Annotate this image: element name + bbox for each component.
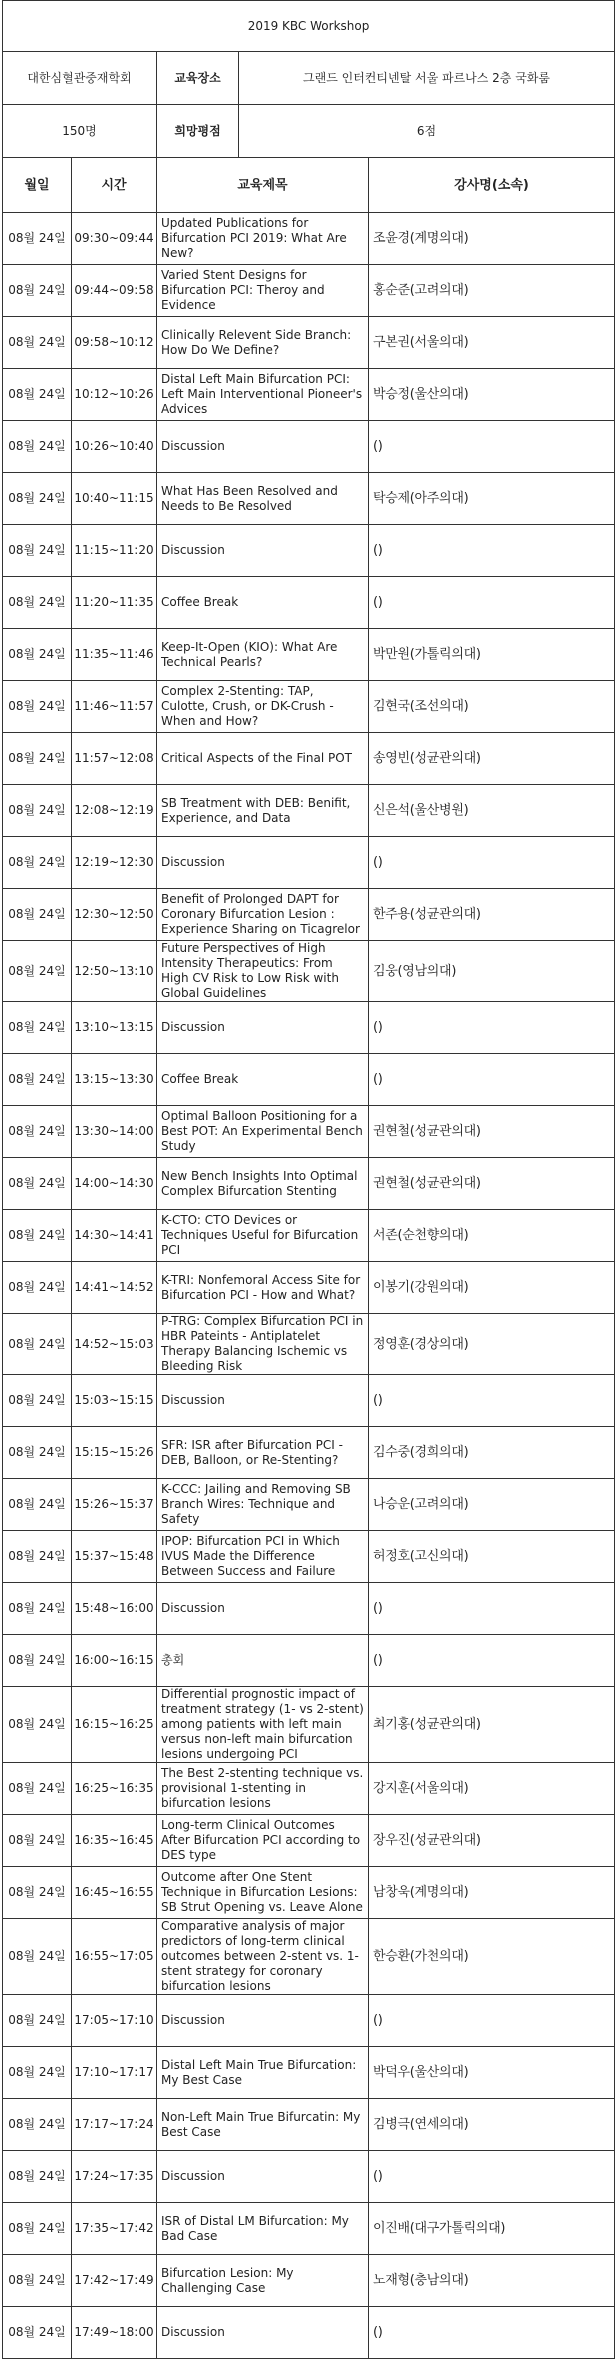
- session-time: 09:58~10:12: [72, 317, 157, 369]
- session-speaker: (): [369, 2151, 615, 2203]
- table-row: [3, 1995, 615, 2047]
- session-title: Discussion: [157, 525, 369, 577]
- table-row: [3, 2203, 615, 2255]
- session-time: 17:17~17:24: [72, 2099, 157, 2151]
- table-row: [3, 1531, 615, 1583]
- session-date: 08월 24일: [3, 2099, 72, 2151]
- session-date: 08월 24일: [3, 2151, 72, 2203]
- session-time: 15:26~15:37: [72, 1479, 157, 1531]
- session-speaker: (): [369, 1375, 615, 1427]
- column-header-title: 교육제목: [157, 158, 369, 213]
- schedule-table: [2, 0, 615, 2359]
- session-speaker: 김웅(영남의대): [369, 941, 615, 1002]
- table-row: [3, 1763, 615, 1815]
- session-date: 08월 24일: [3, 889, 72, 941]
- table-row: [3, 1210, 615, 1262]
- session-title: Long-term Clinical Outcomes After Bifurcation PCI according to DES type: [157, 1815, 369, 1867]
- table-row: [3, 629, 615, 681]
- session-time: 16:25~16:35: [72, 1763, 157, 1815]
- session-speaker: (): [369, 421, 615, 473]
- session-time: 16:00~16:15: [72, 1635, 157, 1687]
- session-speaker: 권현철(성균관의대): [369, 1158, 615, 1210]
- session-time: 17:42~17:49: [72, 2255, 157, 2307]
- table-row: [3, 213, 615, 265]
- session-title: SFR: ISR after Bifurcation PCI - DEB, Balloon, or Re-Stenting?: [157, 1427, 369, 1479]
- session-title: P-TRG: Complex Bifurcation PCI in HBR Pateints - Antiplatelet Therapy Balancing Ischemic vs Bleeding Risk: [157, 1314, 369, 1375]
- session-title: Future Perspectives of High Intensity Therapeutics: From High CV Risk to Low Risk with Global Guidelines: [157, 941, 369, 1002]
- session-date: 08월 24일: [3, 577, 72, 629]
- session-title: The Best 2-stenting technique vs. provisional 1-stenting in bifurcation lesions: [157, 1763, 369, 1815]
- session-time: 16:15~16:25: [72, 1687, 157, 1763]
- session-time: 15:37~15:48: [72, 1531, 157, 1583]
- session-title: Distal Left Main True Bifurcation: My Best Case: [157, 2047, 369, 2099]
- session-speaker: 박만원(가톨릭의대): [369, 629, 615, 681]
- session-speaker: 노재형(충남의대): [369, 2255, 615, 2307]
- session-speaker: (): [369, 2307, 615, 2359]
- table-row: [3, 525, 615, 577]
- session-time: 16:35~16:45: [72, 1815, 157, 1867]
- table-row: [3, 317, 615, 369]
- session-date: 08월 24일: [3, 525, 72, 577]
- session-title: Discussion: [157, 1002, 369, 1054]
- session-time: 17:35~17:42: [72, 2203, 157, 2255]
- session-title: Coffee Break: [157, 577, 369, 629]
- session-speaker: 이진배(대구가톨릭의대): [369, 2203, 615, 2255]
- session-time: 17:24~17:35: [72, 2151, 157, 2203]
- session-title: New Bench Insights Into Optimal Complex Bifurcation Stenting: [157, 1158, 369, 1210]
- session-time: 16:45~16:55: [72, 1867, 157, 1919]
- session-date: 08월 24일: [3, 941, 72, 1002]
- session-date: 08월 24일: [3, 473, 72, 525]
- session-speaker: 권현철(성균관의대): [369, 1106, 615, 1158]
- table-row: [3, 1314, 615, 1375]
- session-speaker: 한승환(가천의대): [369, 1919, 615, 1995]
- session-date: 08월 24일: [3, 2255, 72, 2307]
- session-speaker: 조윤경(계명의대): [369, 213, 615, 265]
- table-row: [3, 1262, 615, 1314]
- session-speaker: 김병극(연세의대): [369, 2099, 615, 2151]
- session-date: 08월 24일: [3, 1314, 72, 1375]
- session-title: Updated Publications for Bifurcation PCI 2019: What Are New?: [157, 213, 369, 265]
- session-speaker: (): [369, 837, 615, 889]
- session-speaker: 김현국(조선의대): [369, 681, 615, 733]
- table-row: [3, 1687, 615, 1763]
- table-row: [3, 473, 615, 525]
- session-time: 09:30~09:44: [72, 213, 157, 265]
- table-row: [3, 2151, 615, 2203]
- session-time: 12:50~13:10: [72, 941, 157, 1002]
- session-date: 08월 24일: [3, 1583, 72, 1635]
- table-row: [3, 1427, 615, 1479]
- session-speaker: (): [369, 577, 615, 629]
- session-date: 08월 24일: [3, 1763, 72, 1815]
- session-time: 12:30~12:50: [72, 889, 157, 941]
- column-header-row: [3, 158, 615, 213]
- session-title: Discussion: [157, 1375, 369, 1427]
- session-date: 08월 24일: [3, 837, 72, 889]
- session-date: 08월 24일: [3, 2047, 72, 2099]
- session-time: 11:57~12:08: [72, 733, 157, 785]
- session-date: 08월 24일: [3, 1002, 72, 1054]
- title-row: [3, 1, 615, 52]
- session-date: 08월 24일: [3, 1531, 72, 1583]
- session-title: Benefit of Prolonged DAPT for Coronary Bifurcation Lesion : Experience Sharing on Ticagrelor: [157, 889, 369, 941]
- session-title: Varied Stent Designs for Bifurcation PCI: Theroy and Evidence: [157, 265, 369, 317]
- session-title: Critical Aspects of the Final POT: [157, 733, 369, 785]
- table-row: [3, 1002, 615, 1054]
- session-speaker: (): [369, 1583, 615, 1635]
- session-speaker: 장우진(성균관의대): [369, 1815, 615, 1867]
- session-date: 08월 24일: [3, 317, 72, 369]
- venue: 그랜드 인터컨티넨탈 서울 파르나스 2층 국화룸: [239, 52, 615, 105]
- rating: 6점: [239, 105, 615, 158]
- session-title: IPOP: Bifurcation PCI in Which IVUS Made the Difference Between Success and Failure: [157, 1531, 369, 1583]
- session-date: 08월 24일: [3, 2203, 72, 2255]
- session-date: 08월 24일: [3, 1210, 72, 1262]
- table-row: [3, 2307, 615, 2359]
- table-row: [3, 1919, 615, 1995]
- session-time: 11:15~11:20: [72, 525, 157, 577]
- session-time: 11:35~11:46: [72, 629, 157, 681]
- session-time: 10:12~10:26: [72, 369, 157, 421]
- session-date: 08월 24일: [3, 369, 72, 421]
- table-row: [3, 1054, 615, 1106]
- session-speaker: 허정호(고신의대): [369, 1531, 615, 1583]
- session-title: Complex 2-Stenting: TAP, Culotte, Crush, or DK-Crush - When and How?: [157, 681, 369, 733]
- session-title: 총회: [157, 1635, 369, 1687]
- table-row: [3, 1158, 615, 1210]
- session-time: 14:41~14:52: [72, 1262, 157, 1314]
- table-row: [3, 837, 615, 889]
- session-title: ISR of Distal LM Bifurcation: My Bad Case: [157, 2203, 369, 2255]
- session-title: Clinically Relevent Side Branch: How Do We Define?: [157, 317, 369, 369]
- venue-label: 교육장소: [157, 52, 239, 105]
- session-title: Outcome after One Stent Technique in Bifurcation Lesions: SB Strut Opening vs. Leave Alone: [157, 1867, 369, 1919]
- table-row: [3, 577, 615, 629]
- table-row: [3, 1479, 615, 1531]
- table-row: [3, 2047, 615, 2099]
- table-row: [3, 1867, 615, 1919]
- session-speaker: 나승운(고려의대): [369, 1479, 615, 1531]
- session-date: 08월 24일: [3, 1427, 72, 1479]
- session-time: 17:49~18:00: [72, 2307, 157, 2359]
- session-date: 08월 24일: [3, 1815, 72, 1867]
- session-title: Discussion: [157, 1583, 369, 1635]
- organizer-row: [3, 52, 615, 105]
- session-date: 08월 24일: [3, 1479, 72, 1531]
- session-title: Discussion: [157, 1995, 369, 2047]
- session-date: 08월 24일: [3, 2307, 72, 2359]
- session-speaker: (): [369, 525, 615, 577]
- session-title: K-CTO: CTO Devices or Techniques Useful for Bifurcation PCI: [157, 1210, 369, 1262]
- session-title: What Has Been Resolved and Needs to Be Resolved: [157, 473, 369, 525]
- session-title: Bifurcation Lesion: My Challenging Case: [157, 2255, 369, 2307]
- session-title: Discussion: [157, 2151, 369, 2203]
- session-speaker: 송영빈(성균관의대): [369, 733, 615, 785]
- session-title: Discussion: [157, 837, 369, 889]
- session-date: 08월 24일: [3, 1262, 72, 1314]
- session-speaker: 김수중(경희의대): [369, 1427, 615, 1479]
- table-row: [3, 265, 615, 317]
- table-row: [3, 421, 615, 473]
- session-speaker: 한주용(성균관의대): [369, 889, 615, 941]
- session-date: 08월 24일: [3, 1919, 72, 1995]
- session-date: 08월 24일: [3, 213, 72, 265]
- session-date: 08월 24일: [3, 1375, 72, 1427]
- session-title: SB Treatment with DEB: Benifit, Experience, and Data: [157, 785, 369, 837]
- session-date: 08월 24일: [3, 785, 72, 837]
- session-time: 13:15~13:30: [72, 1054, 157, 1106]
- session-speaker: (): [369, 1635, 615, 1687]
- session-time: 14:52~15:03: [72, 1314, 157, 1375]
- session-time: 13:10~13:15: [72, 1002, 157, 1054]
- session-time: 14:30~14:41: [72, 1210, 157, 1262]
- table-row: [3, 889, 615, 941]
- table-row: [3, 2255, 615, 2307]
- session-speaker: 신은석(울산병원): [369, 785, 615, 837]
- session-speaker: 박덕우(울산의대): [369, 2047, 615, 2099]
- session-title: K-CCC: Jailing and Removing SB Branch Wires: Technique and Safety: [157, 1479, 369, 1531]
- session-title: Distal Left Main Bifurcation PCI: Left Main Interventional Pioneer's Advices: [157, 369, 369, 421]
- table-row: [3, 369, 615, 421]
- column-header-time: 시간: [72, 158, 157, 213]
- session-time: 12:08~12:19: [72, 785, 157, 837]
- session-date: 08월 24일: [3, 265, 72, 317]
- session-speaker: 구본권(서울의대): [369, 317, 615, 369]
- session-speaker: 이봉기(강원의대): [369, 1262, 615, 1314]
- session-time: 10:40~11:15: [72, 473, 157, 525]
- session-date: 08월 24일: [3, 1054, 72, 1106]
- session-speaker: 탁승제(아주의대): [369, 473, 615, 525]
- session-title: Discussion: [157, 2307, 369, 2359]
- session-date: 08월 24일: [3, 421, 72, 473]
- session-time: 12:19~12:30: [72, 837, 157, 889]
- session-title: K-TRI: Nonfemoral Access Site for Bifurcation PCI - How and What?: [157, 1262, 369, 1314]
- column-header-date: 월일: [3, 158, 72, 213]
- table-row: [3, 1375, 615, 1427]
- session-date: 08월 24일: [3, 1867, 72, 1919]
- session-time: 15:03~15:15: [72, 1375, 157, 1427]
- session-date: 08월 24일: [3, 733, 72, 785]
- table-row: [3, 785, 615, 837]
- table-row: [3, 2099, 615, 2151]
- session-time: 13:30~14:00: [72, 1106, 157, 1158]
- session-time: 11:46~11:57: [72, 681, 157, 733]
- session-time: 16:55~17:05: [72, 1919, 157, 1995]
- session-speaker: (): [369, 1002, 615, 1054]
- session-date: 08월 24일: [3, 1687, 72, 1763]
- capacity-row: [3, 105, 615, 158]
- session-speaker: 최기홍(성균관의대): [369, 1687, 615, 1763]
- table-row: [3, 1815, 615, 1867]
- session-speaker: 서존(순천향의대): [369, 1210, 615, 1262]
- session-time: 17:05~17:10: [72, 1995, 157, 2047]
- workshop-schedule: [2, 0, 614, 2359]
- table-row: [3, 1583, 615, 1635]
- organizer: 대한심혈관중재학회: [3, 52, 157, 105]
- column-header-speaker: 강사명(소속): [369, 158, 615, 213]
- table-row: [3, 733, 615, 785]
- session-speaker: 남창욱(계명의대): [369, 1867, 615, 1919]
- table-row: [3, 1106, 615, 1158]
- table-row: [3, 1635, 615, 1687]
- session-time: 15:15~15:26: [72, 1427, 157, 1479]
- session-date: 08월 24일: [3, 1635, 72, 1687]
- session-time: 15:48~16:00: [72, 1583, 157, 1635]
- session-date: 08월 24일: [3, 1995, 72, 2047]
- rating-label: 희망평점: [157, 105, 239, 158]
- session-date: 08월 24일: [3, 629, 72, 681]
- session-speaker: (): [369, 1054, 615, 1106]
- session-title: Non-Left Main True Bifurcatin: My Best Case: [157, 2099, 369, 2151]
- session-time: 09:44~09:58: [72, 265, 157, 317]
- session-date: 08월 24일: [3, 681, 72, 733]
- session-speaker: 홍순준(고려의대): [369, 265, 615, 317]
- session-time: 10:26~10:40: [72, 421, 157, 473]
- session-date: 08월 24일: [3, 1158, 72, 1210]
- session-speaker: 박승정(울산의대): [369, 369, 615, 421]
- session-title: Optimal Balloon Positioning for a Best POT: An Experimental Bench Study: [157, 1106, 369, 1158]
- session-time: 14:00~14:30: [72, 1158, 157, 1210]
- session-time: 11:20~11:35: [72, 577, 157, 629]
- session-speaker: 강지훈(서울의대): [369, 1763, 615, 1815]
- session-title: Coffee Break: [157, 1054, 369, 1106]
- session-title: Discussion: [157, 421, 369, 473]
- event-title: 2019 KBC Workshop: [3, 1, 615, 52]
- session-speaker: (): [369, 1995, 615, 2047]
- session-time: 17:10~17:17: [72, 2047, 157, 2099]
- table-row: [3, 941, 615, 1002]
- session-date: 08월 24일: [3, 1106, 72, 1158]
- capacity: 150명: [3, 105, 157, 158]
- session-title: Differential prognostic impact of treatment strategy (1- vs 2-stent) among patients with left main versus non-left main bifurcation lesions undergoing PCI: [157, 1687, 369, 1763]
- session-title: Comparative analysis of major predictors of long-term clinical outcomes between 2-stent vs. 1-stent strategy for coronary bifurcation lesions: [157, 1919, 369, 1995]
- table-row: [3, 681, 615, 733]
- session-title: Keep-It-Open (KIO): What Are Technical Pearls?: [157, 629, 369, 681]
- session-speaker: 정영훈(경상의대): [369, 1314, 615, 1375]
